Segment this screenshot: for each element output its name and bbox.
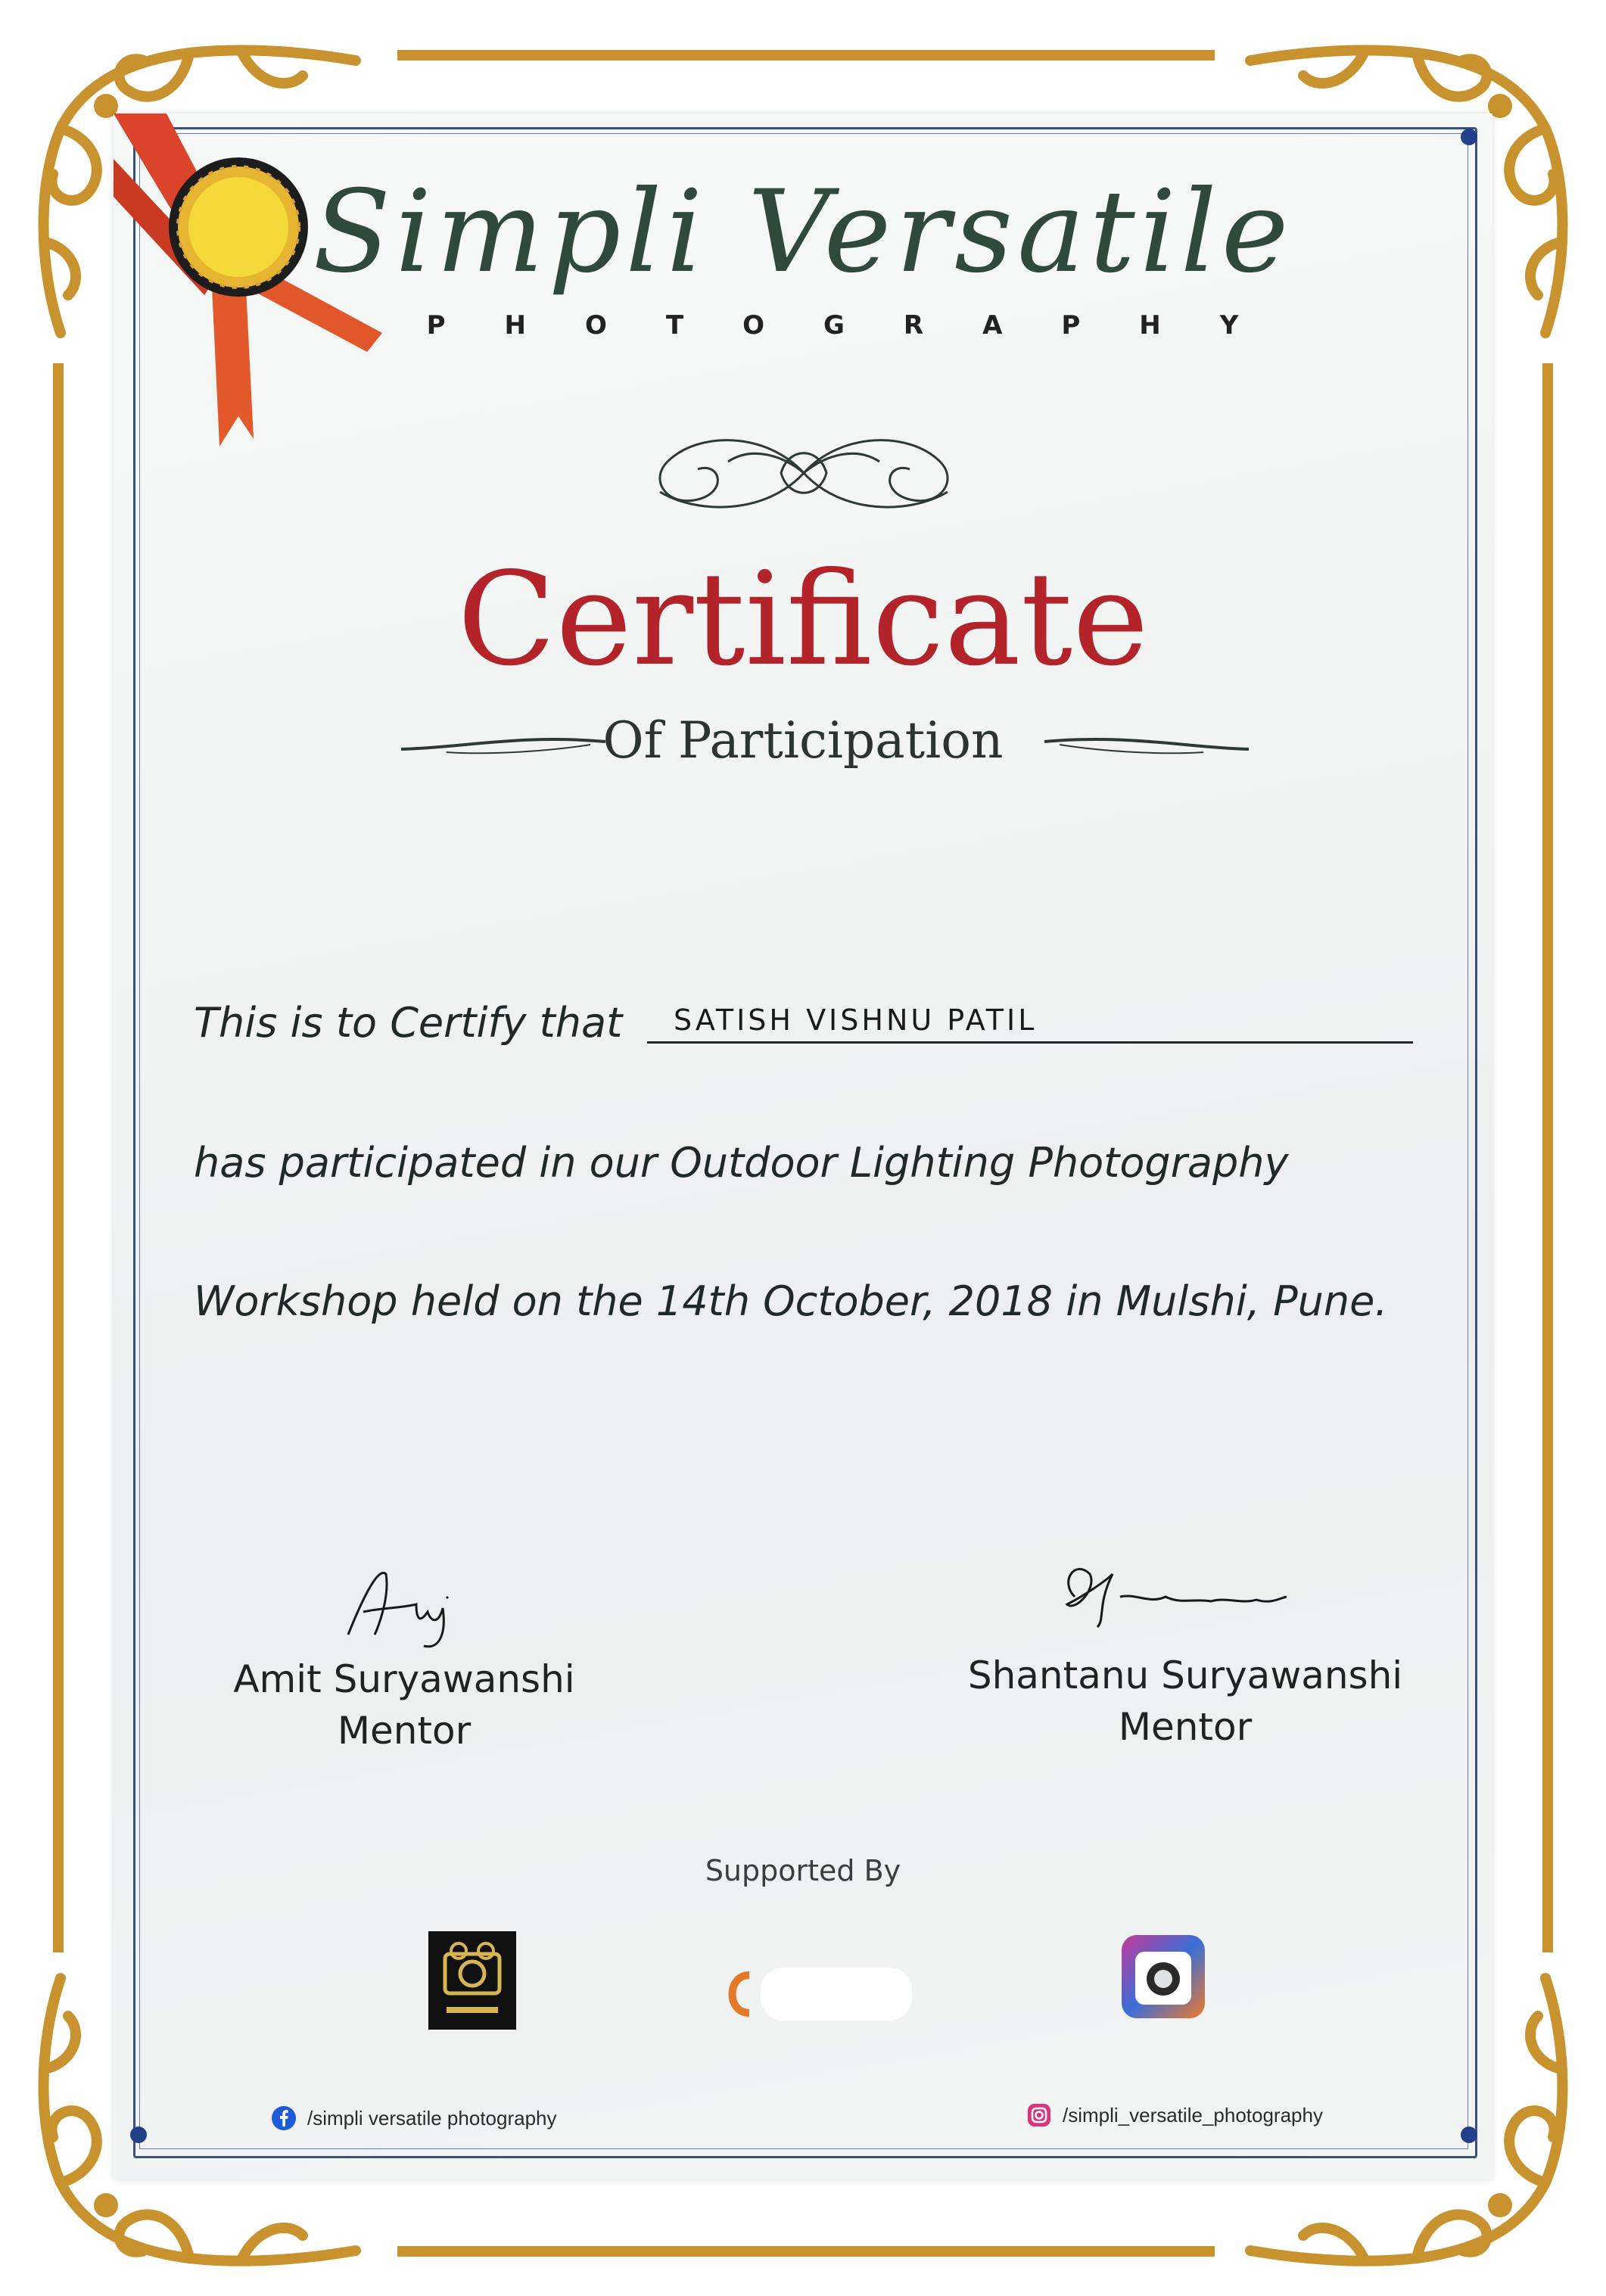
ornament-divider-icon <box>637 416 970 530</box>
left-gold-rule <box>53 363 64 1952</box>
certificate-paper <box>114 114 1492 2179</box>
participation-line: has participated in our Outdoor Lighting Photography <box>194 1139 1289 1187</box>
signatory-2-name: Shantanu Suryawanshi <box>967 1654 1403 1697</box>
sponsor-logo-blurred-icon <box>719 1952 916 2028</box>
certificate-title: Certificate <box>457 545 1149 695</box>
signatory-1-name: Amit Suryawanshi <box>233 1657 575 1701</box>
right-gold-rule <box>1542 363 1553 1952</box>
instagram-icon <box>1026 2102 1052 2128</box>
facebook-handle: /simpli versatile photography <box>307 2107 557 2130</box>
recipient-name: SATISH VISHNU PATIL <box>674 1003 1038 1037</box>
signatory-1-role: Mentor <box>337 1709 472 1753</box>
signature-shantanu-icon <box>1044 1551 1302 1642</box>
bottom-gold-rule <box>397 2246 1215 2257</box>
corner-dot-bottom-left <box>130 2126 147 2143</box>
brand-script-name: Simpli Versatile <box>313 166 1293 298</box>
certify-line-prefix: This is to Certify that <box>194 999 623 1047</box>
instagram-handle: /simpli_versatile_photography <box>1063 2104 1323 2126</box>
signature-amit-icon <box>333 1551 484 1657</box>
top-gold-rule <box>397 50 1215 61</box>
corner-dot-bottom-right <box>1461 2126 1477 2143</box>
corner-dot-top-right <box>1461 129 1477 145</box>
supported-by-label: Supported By <box>705 1854 901 1887</box>
facebook-icon <box>271 2105 297 2131</box>
sponsor-logo-camera-icon <box>428 1931 516 2030</box>
certificate-subtitle: Of Participation <box>602 711 1004 770</box>
signatory-2-role: Mentor <box>1118 1705 1253 1749</box>
brand-sub-name: PHOTOGRAPHY <box>426 310 1298 341</box>
recipient-underline <box>647 1041 1413 1044</box>
subtitle-right-swash-icon <box>1037 726 1249 764</box>
sponsor-logo-instagram-style-icon <box>1120 1934 1211 2024</box>
workshop-line: Workshop held on the 14th October, 2018 in Mulshi, Pune. <box>194 1277 1388 1325</box>
